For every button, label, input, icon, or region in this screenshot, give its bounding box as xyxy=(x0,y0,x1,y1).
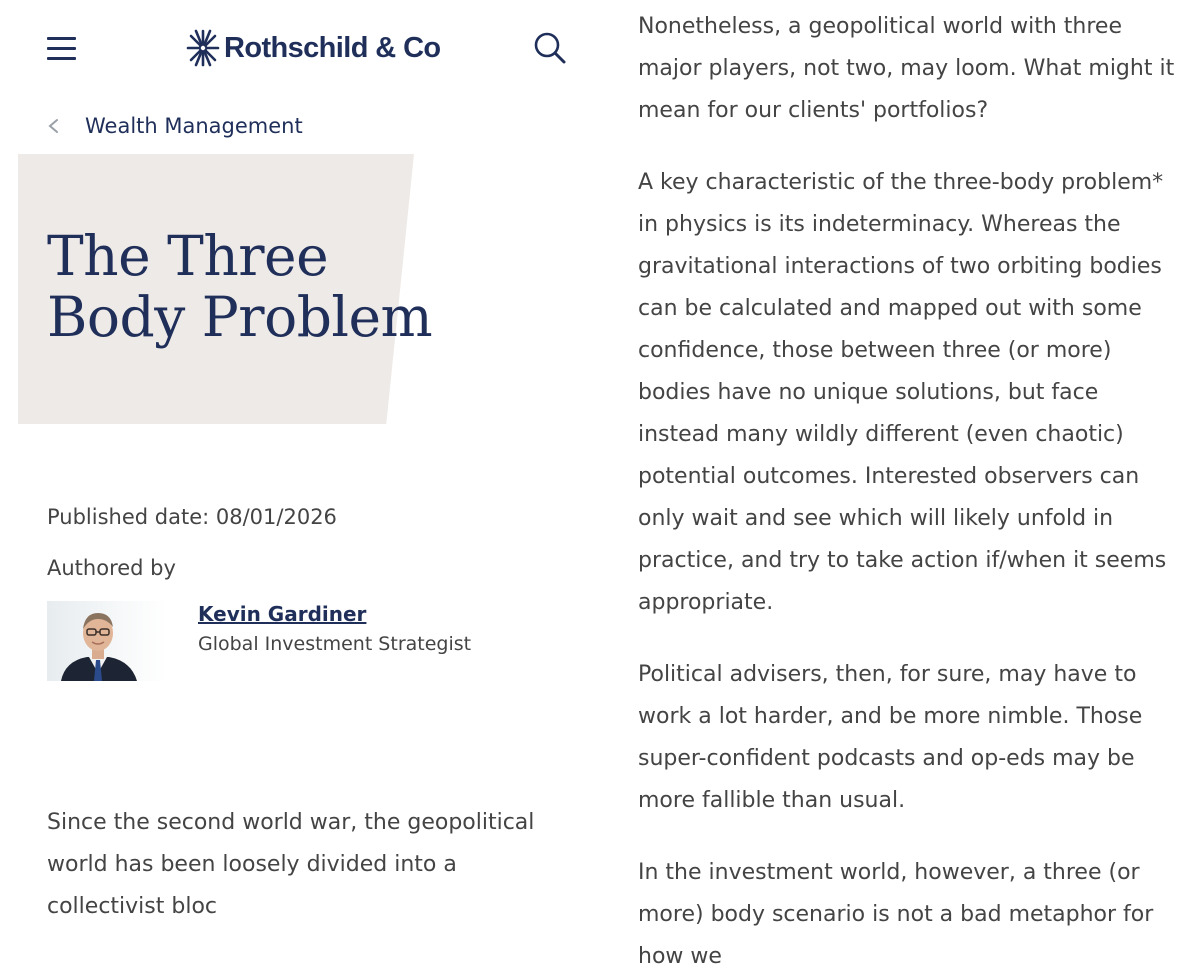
left-column xyxy=(0,0,600,919)
brand-logo[interactable] xyxy=(186,26,441,70)
breadcrumb[interactable] xyxy=(47,110,303,142)
logo-wordmark: Rothschild & Co xyxy=(224,31,441,64)
author-name-link[interactable]: Kevin Gardiner xyxy=(198,602,367,626)
logo-emblem-icon xyxy=(186,28,220,68)
body-paragraph-4: In the investment world, however, a three (or more) body scenario is not a bad metaphor for how we xyxy=(638,860,1154,969)
published-date: Published date: 08/01/2026 xyxy=(47,505,337,529)
author-role: Global Investment Strategist xyxy=(198,633,472,655)
authored-by-label: Authored by xyxy=(47,556,176,580)
hamburger-menu-icon[interactable] xyxy=(47,35,77,61)
chevron-left-icon xyxy=(47,117,61,135)
author-avatar xyxy=(47,601,167,681)
breadcrumb-label: Wealth Management xyxy=(85,114,303,138)
body-paragraph-1: Nonetheless, a geopolitical world with three major players, not two, may loom. What might it mean for our clients' portfolios? xyxy=(638,14,1175,123)
body-paragraph-2: A key characteristic of the three-body problem* in physics is its indeterminacy. Whereas the gravitational interactions of two orbiting bodies can be calculated and mapped out with some confidence, those between three (or more) bodies have no unique solutions, but face instead many wildly different (even chaotic) potential outcomes. Interested observers can only wait and see which will likely unfold in practice, and try to take action if/when it seems appropriate. xyxy=(638,170,1167,615)
body-paragraph-3: Political advisers, then, for sure, may have to work a lot harder, and be more nimble. Those super-confident podcasts and op-eds may be more fallible than usual. xyxy=(638,662,1143,813)
search-icon[interactable] xyxy=(532,30,568,66)
article-body xyxy=(638,6,1183,969)
article-intro-paragraph: Since the second world war, the geopolitical world has been loosely divided into a collectivist bloc xyxy=(47,810,535,919)
page-title: The Three Body Problem xyxy=(47,224,433,349)
